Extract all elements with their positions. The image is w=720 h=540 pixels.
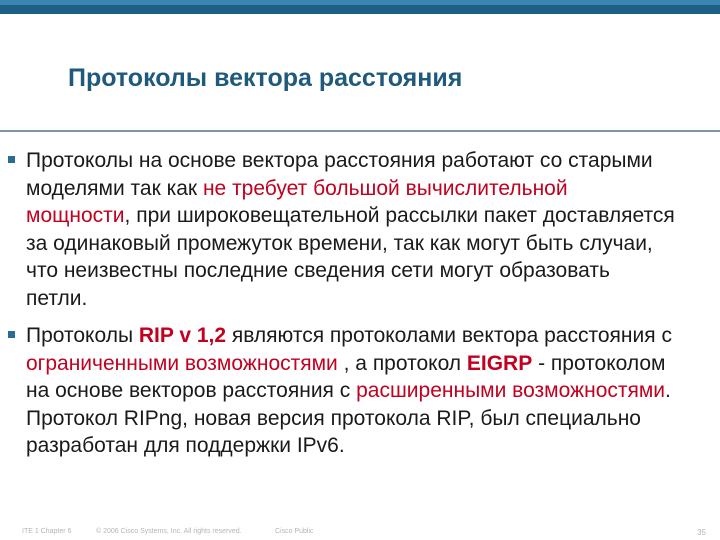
bullet-text-normal: . Протокол RIPng, новая версия протокола RIP, был специально разработан для поддержки IPv6. [26,379,671,458]
bullet-square-icon [8,156,15,163]
bullet-item [26,147,676,313]
bullet-text-highlight: расширенными возможностями [356,379,666,403]
bullet-text-normal: Протоколы [26,324,139,347]
header-bar-highlight [0,0,720,5]
bullet-text-normal: - протоколом на основе векторов расстояния с [26,351,666,403]
footer-classification: Cisco Public [275,528,314,535]
footer-course: ITE 1 Chapter 6 [22,528,72,535]
bullet-text-highlight: не требует большой вычислительной мощности [26,176,568,228]
bullet-item [26,322,676,460]
bullet-text-protocol-name: RIP v 1,2 [138,324,227,347]
title-divider [0,130,720,132]
bullet-text-normal: , при широковещательной рассылки пакет доставляется за одинаковый промежуток времени, так как могут быть случаи, что неизвестны последние сведения сети могут образовать петли. [26,204,675,310]
bullet-text-protocol-name: EIGRP [466,351,533,375]
bullet-text-normal: , а протокол [337,351,467,375]
bullet-text-normal: являются протоколами вектора расстояния с [226,324,672,347]
bullet-text-highlight: ограниченными возможностями [26,351,338,375]
bullet-text-normal: Протоколы на основе вектора расстояния работают со старыми моделями так как [26,149,653,200]
header-bar [0,0,720,14]
footer-copyright: © 2006 Cisco Systems, Inc. All rights reserved. [96,528,242,535]
page-number: 35 [697,528,706,537]
bullet-square-icon [8,331,15,338]
slide-title: Протоколы вектора расстояния [68,64,463,92]
